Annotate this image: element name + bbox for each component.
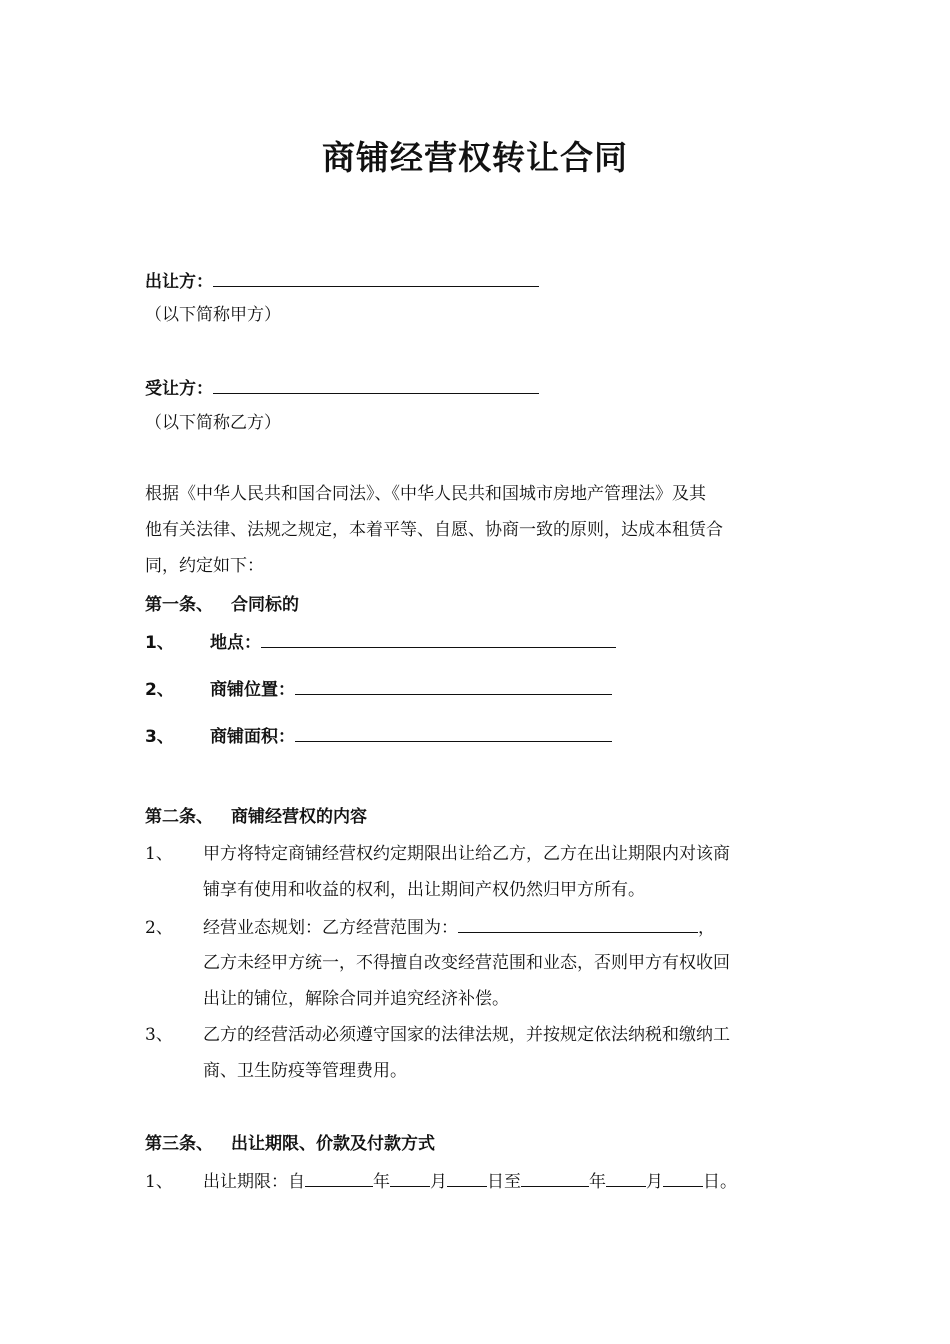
preamble-line: 他有关法律、法规之规定，本着平等、自愿、协商一致的原则，达成本租赁合 <box>145 520 723 540</box>
end-year-blank[interactable] <box>521 1168 589 1187</box>
item-number: 2、 <box>145 680 174 700</box>
item-text: 甲方将特定商铺经营权约定期限出让给乙方，乙方在出让期限内对该商 <box>203 844 730 864</box>
article-2-heading <box>145 805 367 829</box>
location-label: 地点： <box>210 633 261 653</box>
article-2-item-3 <box>145 1023 730 1047</box>
item-number: 2、 <box>145 918 173 938</box>
party-a-line <box>145 268 539 294</box>
article-1-number: 第一条、 <box>145 595 213 615</box>
start-month-blank[interactable] <box>390 1168 430 1187</box>
party-b-note: （以下简称乙方） <box>145 413 281 433</box>
party-a-label: 出让方： <box>145 272 213 292</box>
article-2-title: 商铺经营权的内容 <box>231 807 367 827</box>
article-2-number: 第二条、 <box>145 807 213 827</box>
shop-area-blank[interactable] <box>295 723 612 742</box>
article-3-item-1 <box>145 1168 737 1194</box>
day-label: 日。 <box>703 1172 737 1192</box>
shop-area-label: 商铺面积： <box>210 727 295 747</box>
party-b-blank[interactable] <box>213 375 539 394</box>
shop-position-blank[interactable] <box>295 676 612 695</box>
article-2-item-1 <box>145 842 730 866</box>
year-label: 年 <box>589 1172 606 1192</box>
party-a-note: （以下简称甲方） <box>145 305 281 325</box>
start-day-blank[interactable] <box>447 1168 487 1187</box>
item-text: 商、卫生防疫等管理费用。 <box>203 1061 407 1081</box>
business-scope-blank[interactable] <box>458 914 698 933</box>
article-3-title: 出让期限、价款及付款方式 <box>231 1134 435 1154</box>
item-number: 1、 <box>145 844 173 864</box>
article-1-item <box>145 723 612 749</box>
end-day-blank[interactable] <box>663 1168 703 1187</box>
document-title: 商铺经营权转让合同 <box>322 138 628 177</box>
article-3-number: 第三条、 <box>145 1134 213 1154</box>
item-number: 1、 <box>145 1172 173 1192</box>
item-number: 3、 <box>145 727 174 747</box>
preamble-line: 同，约定如下： <box>145 556 264 576</box>
item-text: 乙方的经营活动必须遵守国家的法律法规，并按规定依法纳税和缴纳工 <box>203 1025 730 1045</box>
article-3-heading <box>145 1132 435 1156</box>
year-label: 年 <box>373 1172 390 1192</box>
month-label: 月 <box>646 1172 663 1192</box>
term-prefix: 出让期限：自 <box>203 1172 305 1192</box>
preamble <box>145 476 805 584</box>
month-label: 月 <box>430 1172 447 1192</box>
article-1-heading <box>145 593 299 617</box>
item-number: 3、 <box>145 1025 173 1045</box>
party-a-blank[interactable] <box>213 268 539 287</box>
party-b-label: 受让方： <box>145 379 213 399</box>
item-text: 出让的铺位，解除合同并追究经济补偿。 <box>203 989 509 1009</box>
item-text: 铺享有使用和收益的权利，出让期间产权仍然归甲方所有。 <box>203 880 645 900</box>
start-year-blank[interactable] <box>305 1168 373 1187</box>
location-blank[interactable] <box>261 629 616 648</box>
preamble-line: 根据《中华人民共和国合同法》、《中华人民共和国城市房地产管理法》及其 <box>145 484 706 504</box>
article-1-item <box>145 629 616 655</box>
item-text: 经营业态规划：乙方经营范围为： <box>203 918 458 938</box>
shop-position-label: 商铺位置： <box>210 680 295 700</box>
item-number: 1、 <box>145 633 174 653</box>
day-to-label: 日至 <box>487 1172 521 1192</box>
item-text: ， <box>698 918 715 938</box>
item-text: 乙方未经甲方统一，不得擅自改变经营范围和业态，否则甲方有权收回 <box>203 953 730 973</box>
article-1-title: 合同标的 <box>231 595 299 615</box>
party-b-line <box>145 375 539 401</box>
end-month-blank[interactable] <box>606 1168 646 1187</box>
article-1-item <box>145 676 612 702</box>
article-2-item-2 <box>145 914 715 940</box>
